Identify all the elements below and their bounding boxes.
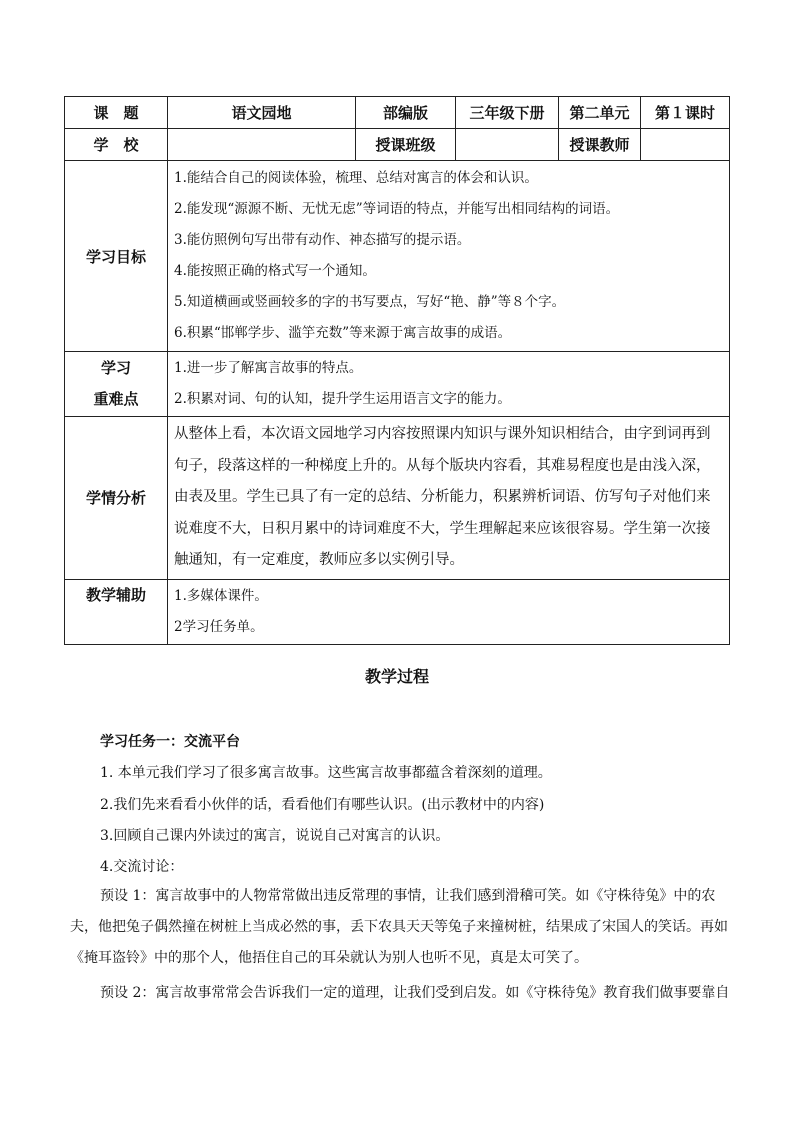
goals-row	[65, 161, 730, 352]
school-value	[168, 129, 356, 161]
unit-value: 第二单元	[559, 97, 641, 129]
difficulty-item: 2.积累对词、句的认知，提升学生运用语言文字的能力。	[174, 391, 511, 407]
lesson-plan-table	[64, 96, 730, 645]
process-title: 教学过程	[364, 667, 429, 686]
task-title: 学习任务一：交流平台	[100, 734, 240, 750]
process-step: 4.交流讨论：	[100, 859, 184, 875]
goal-item: 4.能按照正确的格式写一个通知。	[174, 263, 376, 279]
analysis-label: 学情分析	[65, 417, 168, 580]
difficulties-label	[65, 352, 168, 417]
goal-item: 1.能结合自己的阅读体验，梳理、总结对寓言的体会和认识。	[174, 170, 538, 186]
process-step: 1. 本单元我们学习了很多寓言故事。这些寓言故事都蕴含着深刻的道理。	[100, 765, 552, 781]
process-step: 3.回顾自己课内外读过的寓言，说说自己对寓言的认识。	[100, 828, 450, 844]
grade-value: 三年级下册	[456, 97, 559, 129]
difficulties-label-line1: 学习	[100, 359, 131, 377]
edition-value: 部编版	[356, 97, 456, 129]
goal-item: 6.积累“邯郸学步、滥竽充数”等来源于寓言故事的成语。	[174, 325, 512, 341]
school-row	[65, 129, 730, 161]
analysis-content	[168, 417, 730, 580]
preset-1-paragraph: 预设 1：寓言故事中的人物常常做出违反常理的事情，让我们感到滑稽可笑。如《守株待兔》中的农夫，他把兔子偶然撞在树桩上当成必然的事，丢下农具天天等兔子来撞树桩，结果成了宋国人的笑话。再如《掩耳盗铃》中的那个人，他捂住自己的耳朵就认为别人也听不见，真是太可笑了。	[70, 888, 728, 966]
topic-value: 语文园地	[168, 97, 356, 129]
analysis-row	[65, 417, 730, 580]
class-label: 授课班级	[356, 129, 456, 161]
aid-item: 1.多媒体课件。	[174, 587, 268, 604]
goal-item: 3.能仿照例句写出带有动作、神态描写的提示语。	[174, 232, 471, 248]
header-row	[65, 97, 730, 129]
difficulties-row	[65, 352, 730, 417]
goal-item: 5.知道横画或竖画较多的字的书写要点，写好“艳、静”等８个字。	[174, 294, 566, 310]
goals-label: 学习目标	[65, 161, 168, 352]
lesson-value: 第１课时	[641, 97, 730, 129]
aids-label: 教学辅助	[65, 579, 168, 644]
process-step: 2.我们先来看看小伙伴的话，看看他们有哪些认识。(出示教材中的内容)	[100, 797, 545, 813]
difficulties-content	[168, 352, 730, 417]
aids-row	[65, 579, 730, 644]
class-value	[456, 129, 559, 161]
teacher-value	[641, 129, 730, 161]
analysis-text: 从整体上看，本次语文园地学习内容按照课内知识与课外知识相结合，由字到词再到句子，段落这样的一种梯度上升的。从每个版块内容看，其难易程度也是由浅入深，由表及里。学生已具了有一定的总结、分析能力，积累辨析词语、仿写句子对他们来说难度不大，日积月累中的诗词难度不大，学生理解起来应该很容易。学生第一次接触通知，有一定难度，教师应多以实例引导。	[174, 426, 711, 568]
topic-label: 课 题	[65, 97, 168, 129]
aids-content	[168, 579, 730, 644]
aid-item: 2学习任务单。	[174, 618, 264, 635]
goals-content	[168, 161, 730, 352]
difficulty-item: 1.进一步了解寓言故事的特点。	[174, 360, 363, 376]
preset-2-paragraph: 预设 2：寓言故事常常会告诉我们一定的道理，让我们受到启发。如《守株待兔》教育我们做事要靠自	[100, 985, 730, 1001]
goal-item: 2.能发现“源源不断、无忧无虑”等词语的特点，并能写出相同结构的词语。	[174, 201, 620, 217]
difficulties-label-line2: 重难点	[93, 390, 139, 408]
school-label: 学 校	[65, 129, 168, 161]
teacher-label: 授课教师	[559, 129, 641, 161]
